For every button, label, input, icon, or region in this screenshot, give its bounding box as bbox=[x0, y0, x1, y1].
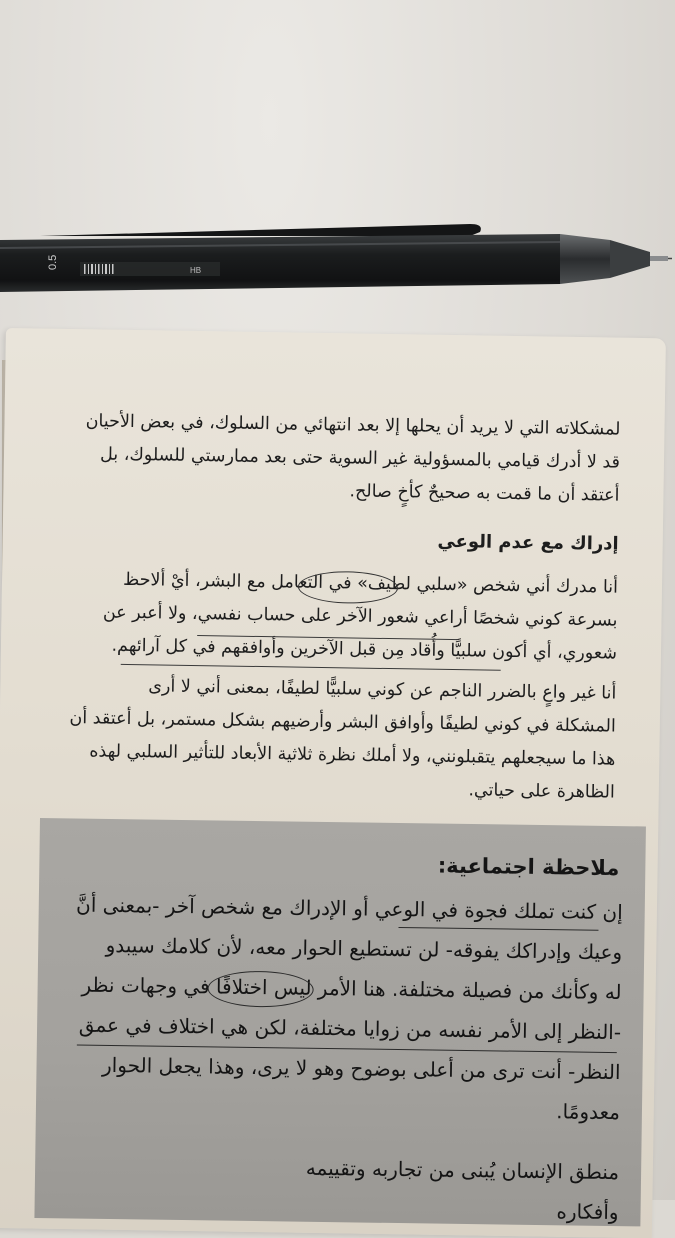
note-line: إن كنت تملك فجوة في الوعي أو الإدراك مع شخص آخر -بمعنى أنَّ bbox=[75, 892, 623, 925]
note-line: له وكأنك من فصيلة مختلفة. هنا الأمر ليس اختلافًا في وجهات نظر bbox=[81, 972, 622, 1005]
paragraph-2-line: بسرعة كوني شخصًا أراعي شعور الآخر على حساب نفسي، ولا أعبر عن bbox=[102, 602, 618, 631]
pencil-lead-size-label: 0.5 bbox=[47, 254, 59, 270]
paragraph-3-line: هذا ما سيجعلهم يتقبلونني، ولا أملك نظرة ثلاثية الأبعاد للتأثير السلبي لهذه bbox=[89, 741, 616, 770]
social-note-box bbox=[34, 818, 646, 1226]
paragraph-2-line: شعوري، أي أكون سلبيًّا وأُقاد مِن قبل الآخرين وأوافقهم في كل آرائهم. bbox=[111, 635, 618, 664]
paragraph-1-line: لمشكلاته التي لا يريد أن يحلها إلا بعد انتهائي من السلوك، في بعض الأحيان bbox=[85, 411, 621, 440]
note-line: وعيك وإدراكك يفوقه- لن تستطيع الحوار معه، لأن كلامك سيبدو bbox=[105, 932, 623, 965]
section-heading: إدراك مع عدم الوعي bbox=[437, 530, 619, 555]
note-line: معدومًا. bbox=[556, 1099, 621, 1125]
paragraph-1-line: قد لا أدرك قيامي بالمسؤولية غير السوية حتى بعد ممارستي للسلوك، بل bbox=[99, 444, 621, 473]
note-line: وأفكاره bbox=[556, 1199, 619, 1225]
paragraph-1 bbox=[19, 404, 620, 512]
note-line: النظر- أنت ترى من أعلى بوضوح وهو لا يرى، وهذا يجعل الحوار bbox=[101, 1052, 621, 1085]
paragraph-3-line: المشكلة في كوني لطيفًا وأوافق البشر وأرضيهم بشكل مستمر، بل أعتقد أن bbox=[69, 708, 616, 737]
note-line: -النظر إلى الأمر نفسه من زوايا مختلفة، لكن هي اختلاف في عمق bbox=[78, 1012, 622, 1045]
pencil-grade-label: HB bbox=[190, 266, 202, 275]
mechanical-pencil bbox=[0, 212, 675, 302]
paragraph-3-line: الظاهرة على حياتي. bbox=[468, 780, 615, 803]
paragraph-3-line: أنا غير واعٍ بالضرر الناجم عن كوني سلبيًّا لطيفًا، بمعنى أني لا أرى bbox=[148, 676, 617, 704]
paragraph-1-line: أعتقد أن ما قمت به صحيحٌ كأخٍ صالح. bbox=[349, 481, 620, 506]
note-body bbox=[38, 884, 623, 1232]
paragraph-2-line: أنا مدرك أني شخص «سلبي لطيف» في التعامل مع البشر، أيْ ألاحظ bbox=[122, 569, 619, 598]
note-title: ملاحظة اجتماعية: bbox=[437, 853, 620, 881]
note-line: منطق الإنسان يُبنى من تجاربه وتقييمه bbox=[305, 1155, 620, 1185]
pencil-barcode bbox=[84, 264, 114, 274]
paragraph-3 bbox=[15, 668, 617, 809]
